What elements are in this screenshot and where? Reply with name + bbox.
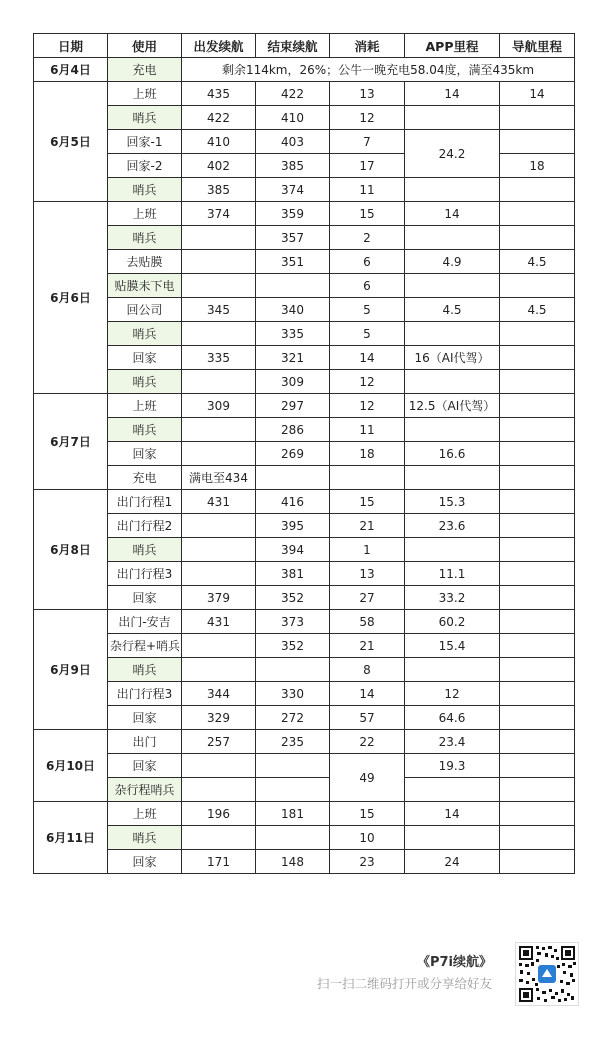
nav-cell: 4.5 xyxy=(500,250,575,274)
start-cell xyxy=(182,226,256,250)
header-nav-distance: 导航里程 xyxy=(500,34,575,58)
start-cell xyxy=(182,370,256,394)
start-cell: 345 xyxy=(182,298,256,322)
nav-cell xyxy=(500,562,575,586)
table-row xyxy=(34,514,575,538)
end-cell: 235 xyxy=(256,730,330,754)
header-use: 使用 xyxy=(108,34,182,58)
consume-cell: 11 xyxy=(330,178,405,202)
end-cell: 422 xyxy=(256,82,330,106)
end-cell xyxy=(256,466,330,490)
start-cell xyxy=(182,250,256,274)
end-cell: 309 xyxy=(256,370,330,394)
end-cell: 416 xyxy=(256,490,330,514)
use-cell: 哨兵 xyxy=(108,322,182,346)
consume-cell: 13 xyxy=(330,82,405,106)
start-cell: 171 xyxy=(182,850,256,874)
start-cell: 379 xyxy=(182,586,256,610)
end-cell xyxy=(256,754,330,778)
nav-cell xyxy=(500,658,575,682)
consume-cell: 15 xyxy=(330,490,405,514)
end-cell: 385 xyxy=(256,154,330,178)
use-cell: 出门行程3 xyxy=(108,682,182,706)
footer-subtitle: 扫一扫二维码打开或分享给好友 xyxy=(316,976,492,991)
start-cell: 335 xyxy=(182,346,256,370)
use-cell: 充电 xyxy=(108,466,182,490)
nav-cell xyxy=(500,466,575,490)
consume-cell: 6 xyxy=(330,274,405,298)
header-end-range: 结束续航 xyxy=(256,34,330,58)
use-cell: 回家 xyxy=(108,586,182,610)
end-cell: 357 xyxy=(256,226,330,250)
end-cell: 148 xyxy=(256,850,330,874)
start-cell xyxy=(182,658,256,682)
use-cell: 哨兵 xyxy=(108,106,182,130)
app-cell: 11.1 xyxy=(405,562,500,586)
end-cell: 340 xyxy=(256,298,330,322)
use-cell: 哨兵 xyxy=(108,370,182,394)
start-cell xyxy=(182,538,256,562)
table-row xyxy=(34,178,575,202)
consume-cell: 8 xyxy=(330,658,405,682)
end-cell: 351 xyxy=(256,250,330,274)
nav-cell xyxy=(500,394,575,418)
table-row xyxy=(34,754,575,778)
date-cell: 6月10日 xyxy=(34,730,108,802)
header-consume: 消耗 xyxy=(330,34,405,58)
app-cell xyxy=(405,106,500,130)
consume-cell xyxy=(330,466,405,490)
start-cell: 402 xyxy=(182,154,256,178)
end-cell: 330 xyxy=(256,682,330,706)
table-row xyxy=(34,730,575,754)
table-row xyxy=(34,394,575,418)
nav-cell xyxy=(500,130,575,154)
app-cell xyxy=(405,322,500,346)
start-cell xyxy=(182,442,256,466)
end-cell: 181 xyxy=(256,802,330,826)
table-row xyxy=(34,586,575,610)
nav-cell xyxy=(500,610,575,634)
table-row xyxy=(34,106,575,130)
end-cell: 359 xyxy=(256,202,330,226)
app-cell xyxy=(405,226,500,250)
app-cell xyxy=(405,466,500,490)
app-cell xyxy=(405,826,500,850)
app-cell xyxy=(405,778,500,802)
nav-cell xyxy=(500,442,575,466)
date-cell: 6月4日 xyxy=(34,58,108,82)
nav-cell xyxy=(500,274,575,298)
app-cell: 64.6 xyxy=(405,706,500,730)
start-cell: 329 xyxy=(182,706,256,730)
consume-cell: 14 xyxy=(330,682,405,706)
consume-cell: 18 xyxy=(330,442,405,466)
use-cell: 回家-2 xyxy=(108,154,182,178)
use-cell: 出门行程1 xyxy=(108,490,182,514)
table-row xyxy=(34,826,575,850)
nav-cell xyxy=(500,586,575,610)
app-cell: 14 xyxy=(405,202,500,226)
end-cell: 381 xyxy=(256,562,330,586)
end-cell xyxy=(256,778,330,802)
use-cell: 回公司 xyxy=(108,298,182,322)
consume-cell: 6 xyxy=(330,250,405,274)
use-cell: 哨兵 xyxy=(108,826,182,850)
app-cell: 4.9 xyxy=(405,250,500,274)
consume-cell: 12 xyxy=(330,106,405,130)
end-cell: 272 xyxy=(256,706,330,730)
consume-cell: 23 xyxy=(330,850,405,874)
nav-cell xyxy=(500,634,575,658)
date-cell: 6月8日 xyxy=(34,490,108,610)
table-row xyxy=(34,274,575,298)
use-cell: 回家-1 xyxy=(108,130,182,154)
start-cell xyxy=(182,634,256,658)
table-row xyxy=(34,250,575,274)
use-cell: 出门 xyxy=(108,730,182,754)
header-app-distance: APP里程 xyxy=(405,34,500,58)
use-cell: 回家 xyxy=(108,706,182,730)
start-cell xyxy=(182,514,256,538)
consume-cell: 12 xyxy=(330,394,405,418)
table-row xyxy=(34,610,575,634)
use-cell: 回家 xyxy=(108,754,182,778)
app-cell: 4.5 xyxy=(405,298,500,322)
consume-cell: 15 xyxy=(330,802,405,826)
nav-cell xyxy=(500,106,575,130)
use-cell: 回家 xyxy=(108,442,182,466)
consume-cell: 7 xyxy=(330,130,405,154)
end-cell xyxy=(256,826,330,850)
table-row xyxy=(34,202,575,226)
table-row xyxy=(34,418,575,442)
start-cell xyxy=(182,322,256,346)
table-row xyxy=(34,706,575,730)
footer-title: 《P7i续航》 xyxy=(416,955,492,970)
consume-cell: 14 xyxy=(330,346,405,370)
use-cell: 回家 xyxy=(108,850,182,874)
consume-cell: 57 xyxy=(330,706,405,730)
app-cell: 16.6 xyxy=(405,442,500,466)
use-cell: 上班 xyxy=(108,202,182,226)
nav-cell xyxy=(500,538,575,562)
start-cell: 满电至434 xyxy=(182,466,256,490)
app-cell: 24.2 xyxy=(405,130,500,178)
table-row xyxy=(34,538,575,562)
end-cell: 394 xyxy=(256,538,330,562)
nav-cell xyxy=(500,370,575,394)
start-cell: 385 xyxy=(182,178,256,202)
nav-cell xyxy=(500,346,575,370)
end-cell: 395 xyxy=(256,514,330,538)
use-cell: 出门-安吉 xyxy=(108,610,182,634)
app-cell xyxy=(405,658,500,682)
use-cell: 上班 xyxy=(108,82,182,106)
nav-cell xyxy=(500,418,575,442)
use-cell: 哨兵 xyxy=(108,418,182,442)
start-cell xyxy=(182,274,256,298)
qr-code-graphic xyxy=(516,943,578,1005)
app-cell: 14 xyxy=(405,82,500,106)
app-cell: 12.5（AI代驾） xyxy=(405,394,500,418)
table-row xyxy=(34,634,575,658)
consume-cell: 13 xyxy=(330,562,405,586)
consume-cell: 10 xyxy=(330,826,405,850)
consume-cell: 17 xyxy=(330,154,405,178)
table-row xyxy=(34,466,575,490)
nav-cell xyxy=(500,490,575,514)
use-cell: 上班 xyxy=(108,394,182,418)
end-cell: 374 xyxy=(256,178,330,202)
consume-cell: 1 xyxy=(330,538,405,562)
date-cell: 6月6日 xyxy=(34,202,108,394)
start-cell xyxy=(182,562,256,586)
start-cell: 196 xyxy=(182,802,256,826)
start-cell: 257 xyxy=(182,730,256,754)
start-cell xyxy=(182,418,256,442)
table-row xyxy=(34,82,575,106)
use-cell: 哨兵 xyxy=(108,538,182,562)
nav-cell: 18 xyxy=(500,154,575,178)
consume-cell: 49 xyxy=(330,754,405,802)
nav-cell: 14 xyxy=(500,82,575,106)
start-cell: 374 xyxy=(182,202,256,226)
date-cell: 6月9日 xyxy=(34,610,108,730)
use-cell: 杂行程哨兵 xyxy=(108,778,182,802)
start-cell: 431 xyxy=(182,610,256,634)
nav-cell: 4.5 xyxy=(500,298,575,322)
table-row xyxy=(34,130,575,154)
start-cell: 422 xyxy=(182,106,256,130)
app-cell xyxy=(405,538,500,562)
nav-cell xyxy=(500,226,575,250)
charge-note: 剩余114km，26%；公牛一晚充电58.04度，满至435km xyxy=(182,58,575,82)
nav-cell xyxy=(500,754,575,778)
app-cell xyxy=(405,274,500,298)
table-row xyxy=(34,58,575,82)
app-cell xyxy=(405,418,500,442)
end-cell xyxy=(256,658,330,682)
date-cell: 6月7日 xyxy=(34,394,108,490)
app-cell: 12 xyxy=(405,682,500,706)
end-cell: 335 xyxy=(256,322,330,346)
use-cell: 哨兵 xyxy=(108,658,182,682)
table-row xyxy=(34,226,575,250)
date-cell: 6月5日 xyxy=(34,82,108,202)
app-cell: 60.2 xyxy=(405,610,500,634)
use-cell: 杂行程+哨兵 xyxy=(108,634,182,658)
start-cell: 435 xyxy=(182,82,256,106)
consume-cell: 5 xyxy=(330,298,405,322)
nav-cell xyxy=(500,682,575,706)
nav-cell xyxy=(500,826,575,850)
start-cell: 410 xyxy=(182,130,256,154)
header-row xyxy=(34,34,575,58)
nav-cell xyxy=(500,730,575,754)
end-cell: 321 xyxy=(256,346,330,370)
start-cell: 309 xyxy=(182,394,256,418)
app-cell: 24 xyxy=(405,850,500,874)
header-date: 日期 xyxy=(34,34,108,58)
app-cell: 15.3 xyxy=(405,490,500,514)
nav-cell xyxy=(500,706,575,730)
app-cell: 23.6 xyxy=(405,514,500,538)
nav-cell xyxy=(500,202,575,226)
nav-cell xyxy=(500,850,575,874)
nav-cell xyxy=(500,778,575,802)
consume-cell: 15 xyxy=(330,202,405,226)
end-cell: 352 xyxy=(256,586,330,610)
table-row xyxy=(34,802,575,826)
table-row xyxy=(34,322,575,346)
table-row xyxy=(34,298,575,322)
use-cell: 上班 xyxy=(108,802,182,826)
start-cell xyxy=(182,778,256,802)
table-row xyxy=(34,850,575,874)
app-cell xyxy=(405,178,500,202)
end-cell: 297 xyxy=(256,394,330,418)
nav-cell xyxy=(500,178,575,202)
app-cell: 23.4 xyxy=(405,730,500,754)
start-cell xyxy=(182,754,256,778)
app-cell: 19.3 xyxy=(405,754,500,778)
consume-cell: 11 xyxy=(330,418,405,442)
table-row xyxy=(34,682,575,706)
table-row xyxy=(34,370,575,394)
end-cell: 410 xyxy=(256,106,330,130)
table-row xyxy=(34,658,575,682)
table-row xyxy=(34,490,575,514)
end-cell: 286 xyxy=(256,418,330,442)
app-cell: 15.4 xyxy=(405,634,500,658)
nav-cell xyxy=(500,802,575,826)
use-cell: 充电 xyxy=(108,58,182,82)
start-cell: 431 xyxy=(182,490,256,514)
consume-cell: 12 xyxy=(330,370,405,394)
use-cell: 出门行程3 xyxy=(108,562,182,586)
consume-cell: 21 xyxy=(330,634,405,658)
consume-cell: 27 xyxy=(330,586,405,610)
start-cell: 344 xyxy=(182,682,256,706)
start-cell xyxy=(182,826,256,850)
use-cell: 去贴膜 xyxy=(108,250,182,274)
table-row xyxy=(34,346,575,370)
header-start-range: 出发续航 xyxy=(182,34,256,58)
use-cell: 出门行程2 xyxy=(108,514,182,538)
date-cell: 6月11日 xyxy=(34,802,108,874)
app-cell: 14 xyxy=(405,802,500,826)
end-cell: 373 xyxy=(256,610,330,634)
end-cell: 269 xyxy=(256,442,330,466)
table-row xyxy=(34,442,575,466)
nav-cell xyxy=(500,514,575,538)
use-cell: 回家 xyxy=(108,346,182,370)
use-cell: 贴膜未下电 xyxy=(108,274,182,298)
end-cell xyxy=(256,274,330,298)
consume-cell: 21 xyxy=(330,514,405,538)
consume-cell: 5 xyxy=(330,322,405,346)
app-cell xyxy=(405,370,500,394)
use-cell: 哨兵 xyxy=(108,226,182,250)
qr-code-icon[interactable] xyxy=(515,942,579,1006)
end-cell: 403 xyxy=(256,130,330,154)
end-cell: 352 xyxy=(256,634,330,658)
consume-cell: 2 xyxy=(330,226,405,250)
table-row xyxy=(34,562,575,586)
use-cell: 哨兵 xyxy=(108,178,182,202)
range-log-table xyxy=(33,33,575,874)
app-cell: 33.2 xyxy=(405,586,500,610)
table-row xyxy=(34,778,575,802)
consume-cell: 22 xyxy=(330,730,405,754)
app-cell: 16（AI代驾） xyxy=(405,346,500,370)
consume-cell: 58 xyxy=(330,610,405,634)
nav-cell xyxy=(500,322,575,346)
